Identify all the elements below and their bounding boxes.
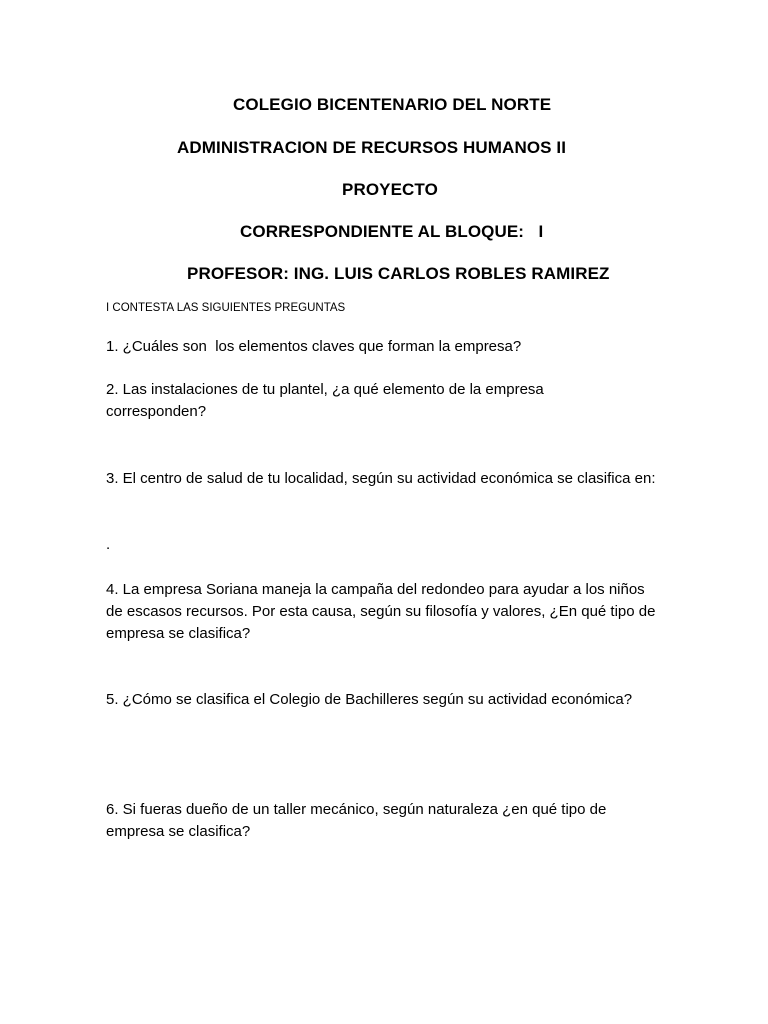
block-heading: CORRESPONDIENTE AL BLOQUE: I [240, 222, 544, 241]
project-heading: PROYECTO [342, 180, 438, 199]
stray-mark: . [106, 536, 111, 553]
school-name-heading: COLEGIO BICENTENARIO DEL NORTE [233, 95, 552, 114]
question-2: 2. Las instalaciones de tu plantel, ¿a qué elemento de la empresa corresponden? [106, 381, 544, 420]
question-3: 3. El centro de salud de tu localidad, según su actividad económica se clasifica en: [106, 470, 656, 487]
question-1: 1. ¿Cuáles son los elementos claves que forman la empresa? [106, 338, 522, 355]
question-5: 5. ¿Cómo se clasifica el Colegio de Bachilleres según su actividad económica? [106, 691, 633, 708]
teacher-heading: PROFESOR: ING. LUIS CARLOS ROBLES RAMIREZ [187, 264, 610, 283]
instruction-text: I CONTESTA LAS SIGUIENTES PREGUNTAS [106, 302, 346, 314]
subject-heading: ADMINISTRACION DE RECURSOS HUMANOS II [177, 138, 567, 157]
question-6: 6. Si fueras dueño de un taller mecánico, según naturaleza ¿en qué tipo de empresa se clasifica? [106, 801, 607, 840]
question-4: 4. La empresa Soriana maneja la campaña del redondeo para ayudar a los niños de escasos recursos. Por esta causa, según su filosofía y valores, ¿En qué tipo de empresa se clasifica? [106, 581, 656, 642]
